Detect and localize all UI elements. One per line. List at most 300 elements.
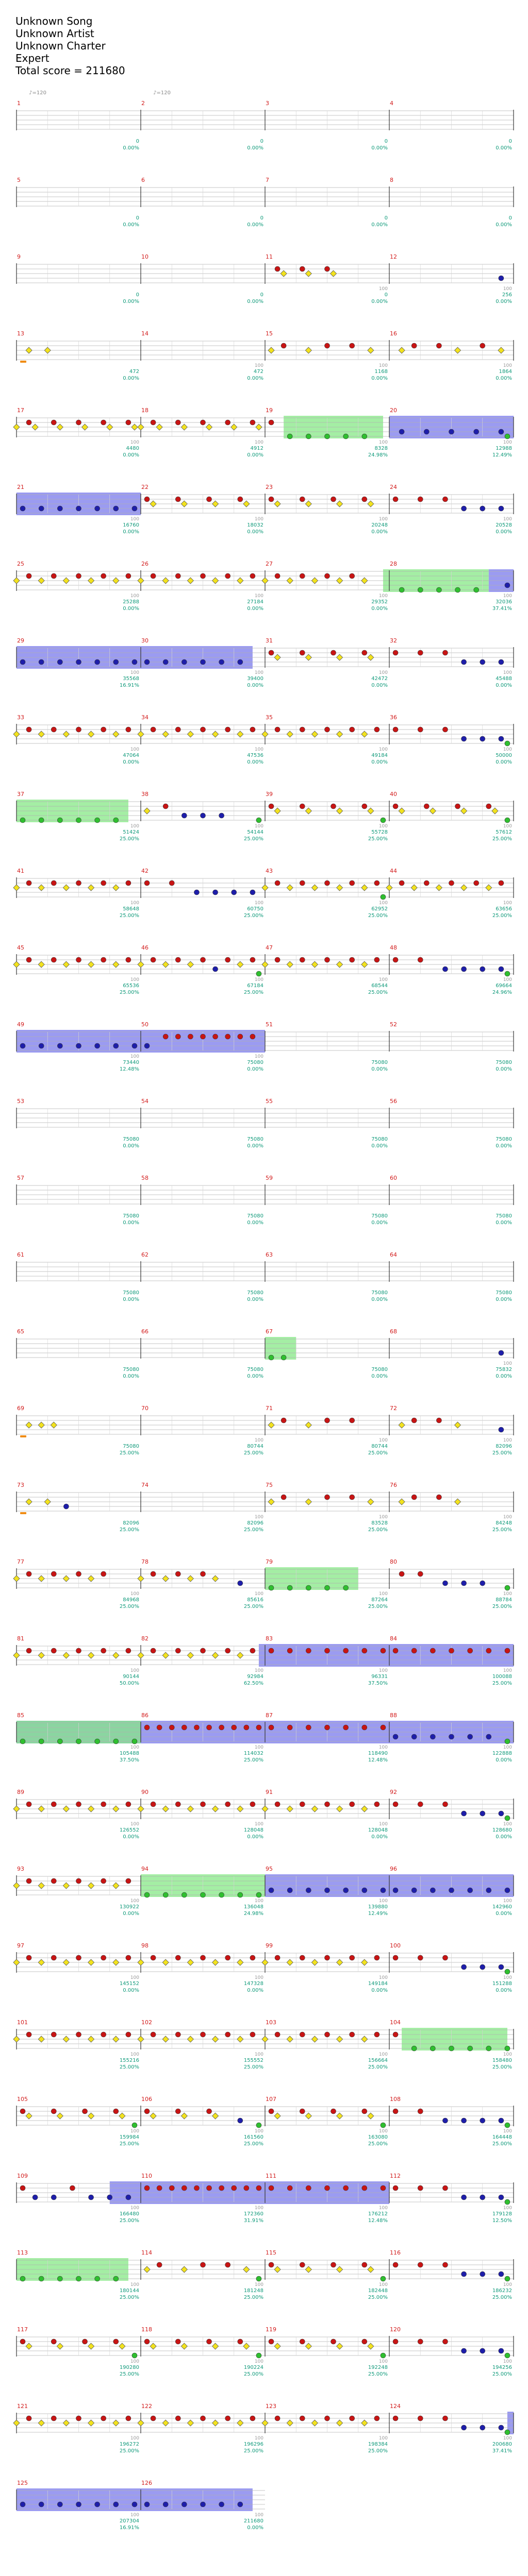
drum-note <box>343 1585 349 1590</box>
drum-note <box>225 957 230 962</box>
measure-percent: 0.00% <box>123 1988 139 1993</box>
drum-note <box>436 587 441 592</box>
cymbal-note <box>144 2266 150 2273</box>
total-score: Total score = 211680 <box>15 64 125 77</box>
cymbal-note <box>57 424 63 430</box>
measure-number: 19 <box>266 407 273 414</box>
measure-28 <box>389 561 514 612</box>
drum-note <box>76 1878 81 1884</box>
measure-percent: 0.00% <box>371 222 388 228</box>
measure-score: 4912 <box>250 446 263 451</box>
measure-percent: 25.00% <box>368 913 388 919</box>
cymbal-note <box>13 1883 20 1889</box>
drum-note <box>175 957 180 962</box>
measure-score: 62952 <box>371 906 388 912</box>
drum-note <box>20 2339 25 2344</box>
measure-score: 25288 <box>123 599 139 605</box>
measure-percent: 25.00% <box>243 836 263 842</box>
drum-note <box>151 1571 156 1577</box>
measure-score: 196272 <box>119 2442 139 2447</box>
measure-percent: 25.00% <box>243 2141 263 2147</box>
cymbal-note <box>138 578 144 584</box>
drum-note <box>250 1034 255 1039</box>
multiplier-label: 100 <box>130 1668 139 1673</box>
measure-score: 192248 <box>368 2365 388 2370</box>
cymbal-note <box>368 347 374 353</box>
cymbal-note <box>287 1959 293 1965</box>
drum-note <box>480 2425 485 2430</box>
multiplier-label: 100 <box>254 1975 263 1980</box>
cymbal-note <box>51 1422 57 1428</box>
drum-note <box>157 2262 162 2267</box>
measure-score: 65536 <box>123 983 139 989</box>
measure-number: 58 <box>141 1175 148 1181</box>
cymbal-note <box>368 2113 374 2119</box>
cymbal-note <box>311 1806 318 1812</box>
drum-note <box>505 583 510 588</box>
drum-note <box>26 2416 31 2421</box>
measure-score: 51424 <box>123 829 139 835</box>
measure-86 <box>141 1712 265 1763</box>
drum-note <box>250 957 255 962</box>
drum-note <box>250 2032 255 2037</box>
measure-23 <box>265 484 389 535</box>
cymbal-note <box>32 424 38 430</box>
measure-score: 155216 <box>119 2058 139 2063</box>
drum-note <box>163 659 168 665</box>
measure-number: 78 <box>141 1558 148 1565</box>
drum-note <box>442 2262 448 2267</box>
drum-note <box>126 1648 131 1653</box>
measure-number: 76 <box>390 1482 397 1488</box>
drum-note <box>350 727 355 732</box>
drum-note <box>126 1802 131 1807</box>
cymbal-note <box>311 2036 318 2042</box>
measure-125 <box>16 2480 141 2531</box>
drum-note <box>76 1739 81 1744</box>
measure-number: 68 <box>390 1328 397 1335</box>
measure-percent: 25.00% <box>492 1450 512 1456</box>
drum-note <box>26 1802 31 1807</box>
measure-number: 104 <box>390 2019 401 2026</box>
measure-score: 211680 <box>243 2518 263 2524</box>
measure-percent: 0.00% <box>123 222 139 228</box>
drum-note <box>244 2185 249 2191</box>
drum-note <box>144 2339 150 2344</box>
cymbal-note <box>461 808 467 814</box>
measure-percent: 25.00% <box>368 836 388 842</box>
drum-note <box>175 1034 180 1039</box>
measure-percent: 25.00% <box>368 2448 388 2454</box>
multiplier-label: 100 <box>130 2282 139 2287</box>
drum-note <box>325 1418 330 1423</box>
multiplier-label: 100 <box>254 517 263 522</box>
measure-74 <box>141 1482 265 1533</box>
measure-percent: 12.48% <box>368 2218 388 2224</box>
measure-number: 110 <box>141 2173 152 2179</box>
drum-note <box>418 2262 423 2267</box>
drum-note <box>101 1648 106 1653</box>
drum-note <box>201 420 206 425</box>
measure-percent: 25.00% <box>243 990 263 995</box>
multiplier-label: 100 <box>378 1745 388 1750</box>
drum-note <box>442 1581 448 1586</box>
measure-score: 75080 <box>496 1213 512 1219</box>
multiplier-label: 100 <box>130 1745 139 1750</box>
drum-note <box>499 1427 504 1432</box>
artist-name: Unknown Artist <box>15 27 94 40</box>
measure-number: 115 <box>266 2249 276 2256</box>
measure-number: 24 <box>390 484 397 490</box>
multiplier-label: 100 <box>378 1438 388 1443</box>
measure-3 <box>265 100 389 151</box>
measure-percent: 25.00% <box>368 990 388 995</box>
drum-note <box>151 2416 156 2421</box>
measure-number: 48 <box>390 944 397 951</box>
measure-percent: 0.00% <box>496 683 512 688</box>
drum-note <box>393 804 398 809</box>
drum-note <box>399 1571 404 1577</box>
multiplier-label: 100 <box>503 2206 512 2211</box>
drum-note <box>505 2123 510 2128</box>
drum-note <box>505 1648 510 1653</box>
drum-note <box>461 2272 467 2277</box>
cymbal-note <box>243 501 250 507</box>
drum-note <box>76 957 81 962</box>
measure-score: 85616 <box>247 1597 263 1603</box>
drum-note <box>57 2276 62 2281</box>
measure-score: 198384 <box>368 2442 388 2447</box>
multiplier-label: 100 <box>503 1745 512 1750</box>
measure-score: 118490 <box>368 1751 388 1756</box>
measure-number: 34 <box>141 714 148 721</box>
cymbal-note <box>88 1959 94 1965</box>
drum-note <box>393 727 398 732</box>
measure-score: 105488 <box>119 1751 139 1756</box>
measure-score: 80744 <box>371 1444 388 1449</box>
drum-note <box>300 2109 305 2114</box>
measure-17 <box>13 407 141 458</box>
drum-note <box>219 1725 224 1730</box>
cymbal-note <box>26 2113 32 2119</box>
cymbal-note <box>181 501 187 507</box>
measure-number: 116 <box>390 2249 401 2256</box>
drum-note <box>430 2046 435 2051</box>
drum-note <box>225 1034 230 1039</box>
drum-note <box>325 1725 330 1730</box>
cymbal-note <box>368 2343 374 2349</box>
drum-note <box>480 343 485 348</box>
drum-note <box>362 804 367 809</box>
drum-note <box>287 1585 292 1590</box>
measure-73 <box>16 1482 141 1533</box>
drum-note <box>306 2185 311 2191</box>
drum-note <box>144 2109 150 2114</box>
measure-6 <box>141 177 265 228</box>
drum-note <box>20 1043 25 1048</box>
multiplier-label: 100 <box>130 2436 139 2441</box>
drum-note <box>101 1571 106 1577</box>
drum-note <box>269 2109 274 2114</box>
drum-note <box>194 2185 199 2191</box>
cymbal-note <box>113 2420 119 2426</box>
measure-score: 80744 <box>247 1444 263 1449</box>
measure-percent: 0.00% <box>371 759 388 765</box>
measure-score: 0 <box>508 215 512 221</box>
measure-rows <box>13 90 514 2531</box>
measure-number: 124 <box>390 2403 401 2410</box>
drum-note <box>287 1888 292 1893</box>
cymbal-note <box>237 2036 243 2042</box>
drum-note <box>343 1888 349 1893</box>
drum-note <box>362 2109 367 2114</box>
measure-5 <box>16 177 141 228</box>
cymbal-note <box>337 1806 343 1812</box>
measure-number: 89 <box>17 1789 24 1795</box>
cymbal-note <box>113 1883 119 1889</box>
drum-note <box>306 434 311 439</box>
drum-note <box>505 1969 510 1974</box>
drum-note <box>20 2185 25 2191</box>
measure-32 <box>389 637 514 688</box>
drum-note <box>430 1648 435 1653</box>
cymbal-note <box>187 578 193 584</box>
measure-percent: 0.00% <box>496 376 512 381</box>
measure-100 <box>389 1942 514 1993</box>
cymbal-note <box>162 1806 169 1812</box>
measure-score: 207304 <box>119 2518 139 2524</box>
drum-note <box>175 1648 180 1653</box>
measure-score: 128048 <box>243 1827 263 1833</box>
multiplier-label: 100 <box>130 1054 139 1059</box>
measure-percent: 0.00% <box>123 1297 139 1302</box>
cymbal-note <box>187 2420 193 2426</box>
drum-note <box>411 2046 417 2051</box>
drum-note <box>350 957 355 962</box>
drum-note <box>144 1725 150 1730</box>
measure-number: 60 <box>390 1175 397 1181</box>
cymbal-note <box>88 578 94 584</box>
measure-102 <box>138 2019 265 2070</box>
drum-note <box>26 1878 31 1884</box>
multiplier-label: 100 <box>503 1822 512 1827</box>
drum-note <box>411 1495 417 1500</box>
drum-note <box>505 2046 510 2051</box>
measure-105 <box>16 2096 141 2147</box>
cymbal-note <box>212 731 219 737</box>
drum-note <box>468 1888 473 1893</box>
charter-name: Unknown Charter <box>15 40 106 52</box>
cymbal-note <box>88 2343 94 2349</box>
measure-score: 0 <box>384 215 388 221</box>
drum-note <box>350 343 355 348</box>
measure-number: 109 <box>17 2173 28 2179</box>
drum-note <box>436 343 441 348</box>
drum-note <box>101 957 106 962</box>
cymbal-note <box>88 1575 94 1582</box>
multiplier-label: 100 <box>378 2359 388 2364</box>
measure-percent: 25.00% <box>119 836 139 842</box>
multiplier-label: 100 <box>378 517 388 522</box>
measure-10 <box>141 253 265 304</box>
drum-note <box>101 727 106 732</box>
drum-note <box>331 497 336 502</box>
multiplier-label: 100 <box>130 2052 139 2057</box>
measure-percent: 0.00% <box>371 1374 388 1379</box>
drum-note <box>151 1802 156 1807</box>
drum-note <box>418 587 423 592</box>
drum-note <box>300 497 305 502</box>
drum-note <box>362 2339 367 2344</box>
drum-note <box>350 1802 355 1807</box>
drum-note <box>76 420 81 425</box>
cymbal-note <box>337 2266 343 2273</box>
measure-percent: 25.00% <box>119 1450 139 1456</box>
multiplier-label: 100 <box>254 2436 263 2441</box>
drum-note <box>76 818 81 823</box>
multiplier-label: 100 <box>378 1899 388 1904</box>
measure-score: 20528 <box>496 522 512 528</box>
measure-40 <box>389 791 514 842</box>
cymbal-note <box>13 2420 20 2426</box>
cymbal-note <box>237 2420 243 2426</box>
drum-note <box>225 2262 230 2267</box>
cymbal-note <box>498 347 504 353</box>
drum-note <box>95 659 100 665</box>
measure-number: 39 <box>266 791 273 798</box>
multiplier-label: 100 <box>254 1899 263 1904</box>
drum-note <box>455 587 460 592</box>
measure-number: 120 <box>390 2326 401 2333</box>
drum-note <box>393 1888 398 1893</box>
cymbal-note <box>262 2036 268 2042</box>
drum-note <box>331 2262 336 2267</box>
measure-score: 67184 <box>247 983 263 989</box>
drum-note <box>486 1648 491 1653</box>
drum-note <box>175 420 180 425</box>
drum-note <box>51 1955 56 1960</box>
measure-percent: 0.00% <box>371 1988 388 1993</box>
measure-percent: 25.00% <box>492 913 512 919</box>
cymbal-note <box>368 1499 374 1505</box>
drum-note <box>144 497 150 502</box>
drum-note <box>76 573 81 579</box>
drum-note <box>238 497 243 502</box>
drum-note <box>113 506 119 511</box>
drum-note <box>132 1043 137 1048</box>
drum-note <box>325 957 330 962</box>
measure-percent: 0.00% <box>371 1220 388 1226</box>
drum-note <box>82 2339 88 2344</box>
measure-score: 0 <box>136 139 139 144</box>
cymbal-note <box>162 1575 169 1582</box>
measure-percent: 0.00% <box>123 376 139 381</box>
drum-note <box>132 506 137 511</box>
measure-96 <box>389 1866 514 1917</box>
multiplier-label: 100 <box>378 901 388 906</box>
drum-note <box>207 497 212 502</box>
measure-63 <box>265 1251 389 1302</box>
measure-76 <box>389 1482 514 1533</box>
drum-note <box>468 1734 473 1739</box>
cymbal-note <box>212 1806 219 1812</box>
cymbal-note <box>26 347 32 353</box>
drum-note <box>468 2046 473 2051</box>
cymbal-note <box>206 424 212 430</box>
drum-note <box>238 1581 243 1586</box>
measure-percent: 0.00% <box>496 1297 512 1302</box>
bpm-marker: ♪=120 <box>153 90 171 96</box>
measure-percent: 16.91% <box>119 2525 139 2531</box>
cymbal-note <box>138 1806 144 1812</box>
drum-note <box>381 1648 386 1653</box>
drum-note <box>393 1955 398 1960</box>
measure-46 <box>138 944 265 995</box>
cymbal-note <box>88 1652 94 1658</box>
measure-percent: 25.00% <box>243 2295 263 2300</box>
measure-79 <box>265 1558 389 1609</box>
drum-note <box>480 1964 485 1970</box>
cymbal-note <box>63 1806 69 1812</box>
drum-note <box>418 957 423 962</box>
cymbal-note <box>337 885 343 891</box>
measure-number: 63 <box>266 1251 273 1258</box>
cymbal-note <box>274 808 280 814</box>
multiplier-label: 100 <box>503 517 512 522</box>
measure-number: 16 <box>390 330 397 337</box>
measure-122 <box>138 2403 265 2454</box>
measure-27 <box>262 561 389 612</box>
multiplier-label: 100 <box>254 2052 263 2057</box>
drum-note <box>70 2185 75 2191</box>
measure-percent: 25.00% <box>119 2448 139 2454</box>
drum-note <box>343 2185 349 2191</box>
measure-score: 68544 <box>371 983 388 989</box>
measure-percent: 0.00% <box>247 1988 263 1993</box>
drum-note <box>486 1888 491 1893</box>
drum-note <box>269 650 274 655</box>
multiplier-label: 100 <box>130 2129 139 2134</box>
drum-note <box>113 659 119 665</box>
measure-number: 20 <box>390 407 397 414</box>
cymbal-note <box>262 731 268 737</box>
cymbal-note <box>88 731 94 737</box>
drum-note <box>32 2195 38 2200</box>
drum-note <box>201 1571 206 1577</box>
drum-note <box>331 650 336 655</box>
measure-91 <box>262 1789 389 1840</box>
drum-note <box>300 804 305 809</box>
measure-number: 9 <box>17 253 21 260</box>
drum-note <box>393 2339 398 2344</box>
measure-number: 18 <box>141 407 148 414</box>
drum-note <box>418 2185 423 2191</box>
measure-number: 2 <box>141 100 145 107</box>
cymbal-note <box>13 578 20 584</box>
drum-note <box>39 1739 44 1744</box>
cymbal-note <box>274 501 280 507</box>
drum-note <box>207 2339 212 2344</box>
measure-percent: 25.00% <box>368 2141 388 2147</box>
drum-note <box>144 2185 150 2191</box>
measure-score: 190280 <box>119 2365 139 2370</box>
drum-note <box>51 2109 56 2114</box>
measure-number: 82 <box>141 1635 148 1642</box>
measure-117 <box>16 2326 141 2377</box>
drum-note <box>163 1892 168 1897</box>
measure-number: 38 <box>141 791 148 798</box>
drum-note <box>51 1802 56 1807</box>
